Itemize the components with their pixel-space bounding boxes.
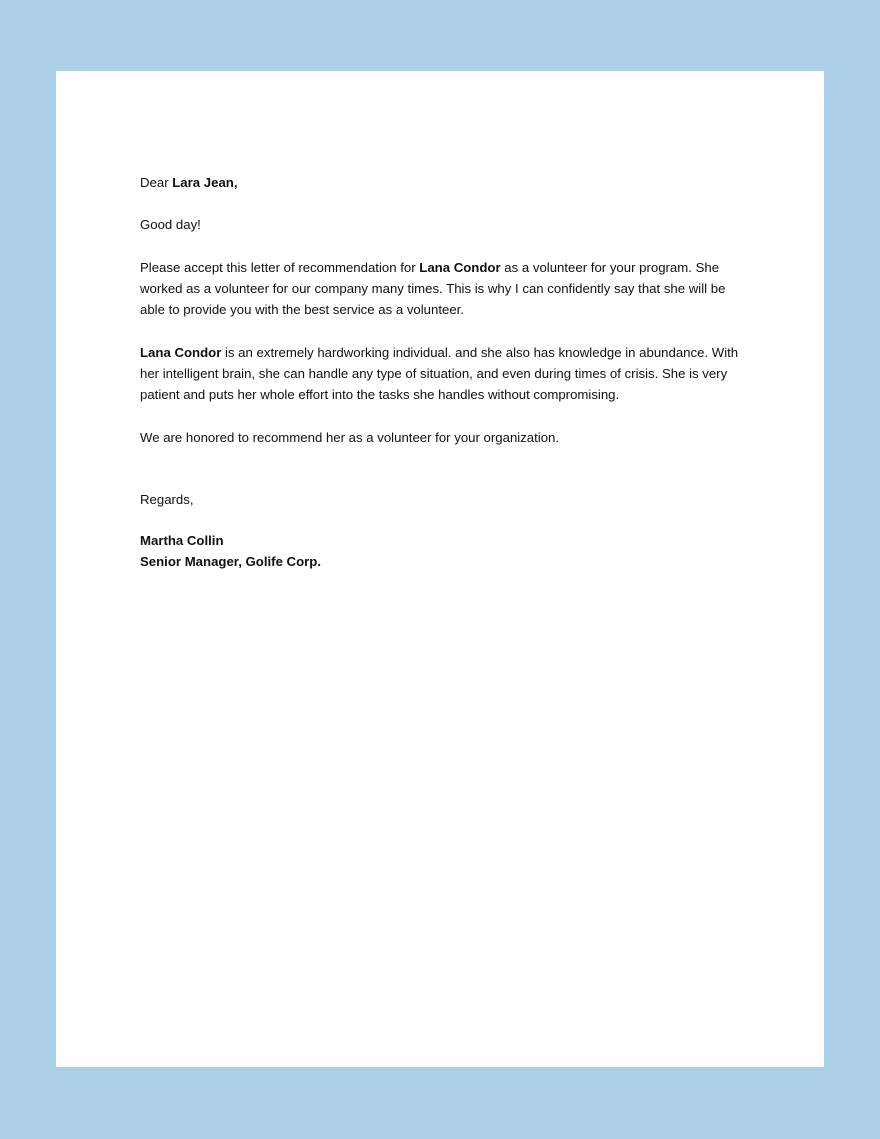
candidate-name: Lana Condor [140,345,222,360]
candidate-name: Lana Condor [419,260,501,275]
paragraph1-body: as a volunteer for your program. She worked as a volunteer for our company many times. This is why I can confidently say that she will be able to provide you with the best service as a volunteer. [140,260,726,317]
letter-page [56,71,824,1067]
paragraph2-body: is an extremely hardworking individual. and she also has knowledge in abundance. With her intelligent brain, she can handle any type of situation, and even during times of crisis. She is very patient and puts her whole effort into the tasks she handles without compromising. [140,345,739,402]
greeting: Good day! [140,217,201,232]
paragraph-recommendation [140,257,740,320]
paragraph-closing-statement: We are honored to recommend her as a volunteer for your organization. [140,430,560,445]
letter-body [140,172,740,572]
signature-name: Martha Collin [140,533,224,548]
signature-title: Senior Manager, Golife Corp. [140,554,321,569]
recipient-name: Lara Jean [172,175,234,190]
paragraph1-intro: Please accept this letter of recommendation for [140,260,420,275]
salutation-prefix: Dear [140,175,173,190]
salutation-suffix: , [233,175,238,190]
salutation [140,172,740,193]
closing: Regards, [140,492,194,507]
paragraph-qualities [140,342,740,405]
